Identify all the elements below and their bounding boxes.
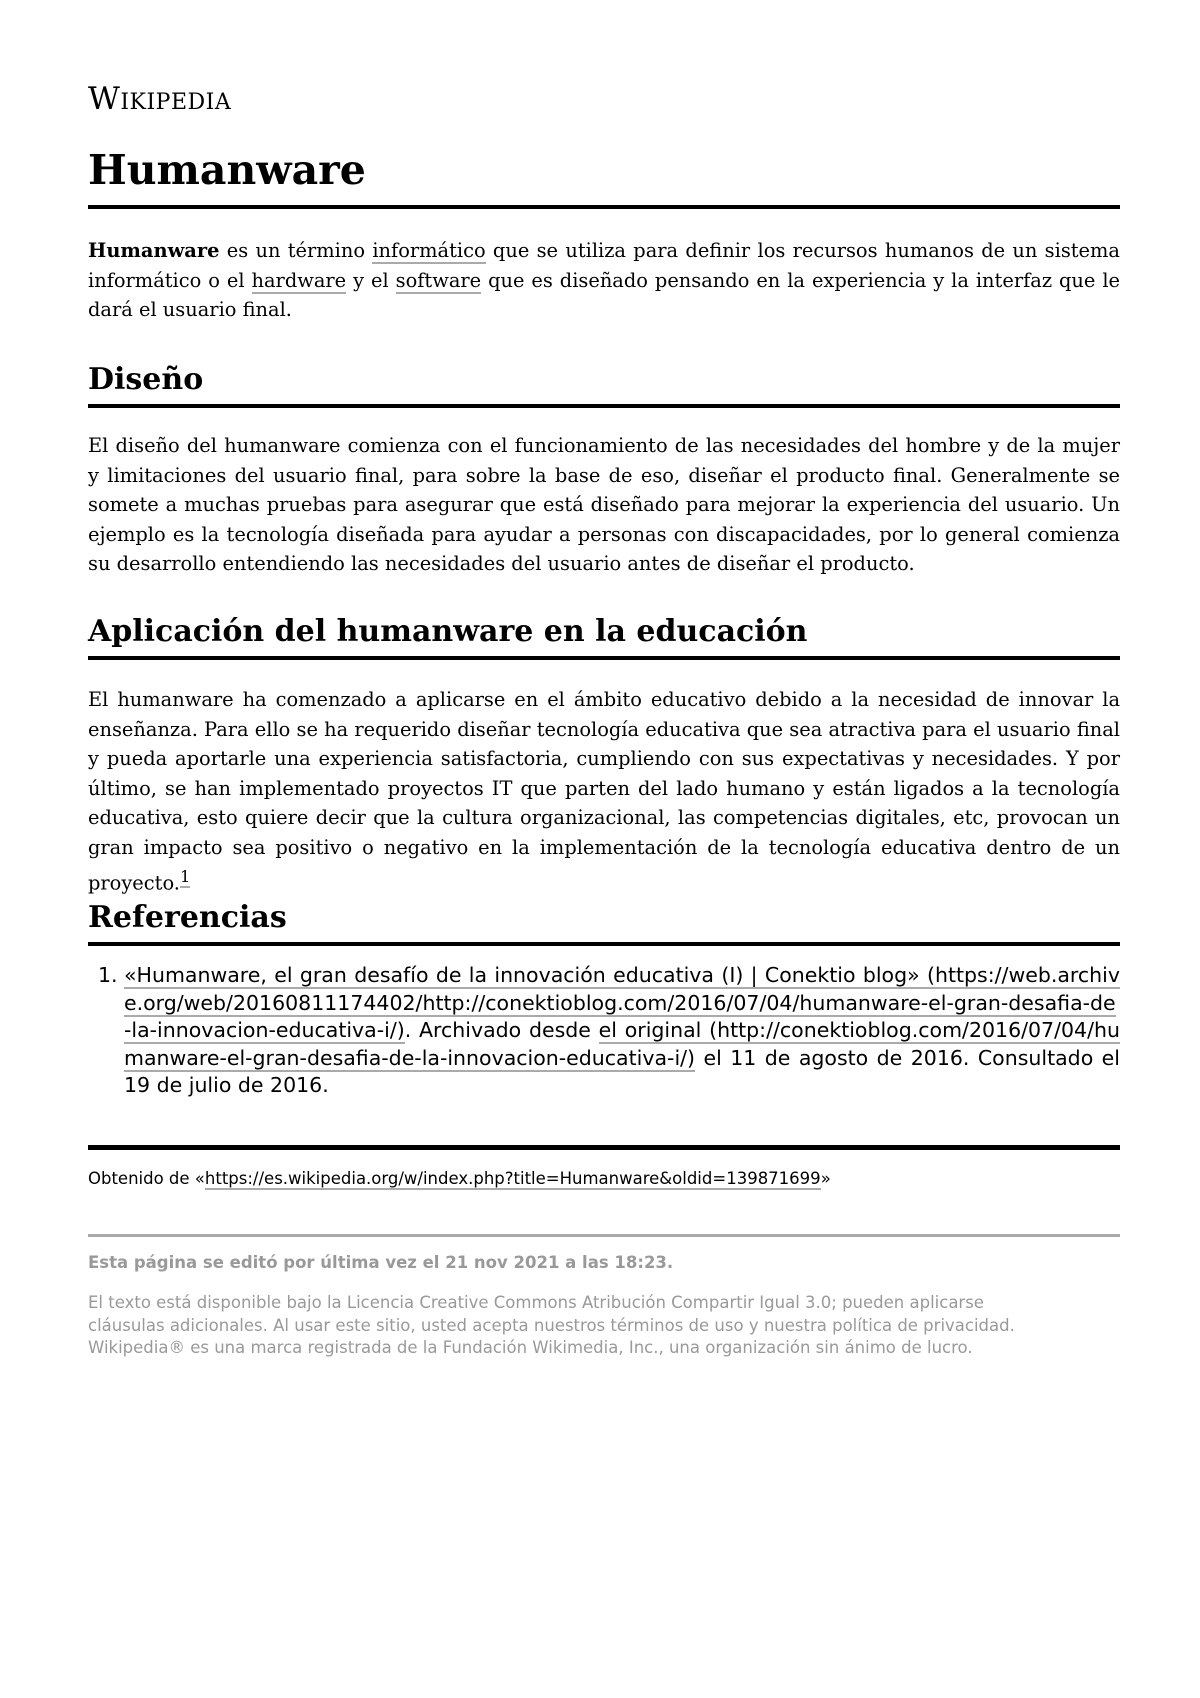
link-informatico[interactable]: informático <box>372 239 486 262</box>
link-software[interactable]: software <box>395 268 482 292</box>
intro-text-2: que se utiliza para definir los recursos humanos de un sistema informático o el <box>88 239 1120 292</box>
intro-paragraph <box>88 236 1120 325</box>
reference-archive-link[interactable]: «Humanware, el gran desafío de la innovación educativa (I) | Conektio blog» (https://web.archive.org/web/20160811174402/http://conektioblog.com/2016/07/04/humanware-el-gran-desafia-de-la-innovacion-educativa-i/) <box>124 963 1120 1042</box>
footer-divider <box>88 1234 1120 1237</box>
last-edited-notice: Esta página se editó por última vez el 21 nov 2021 a las 18:23. <box>88 1253 674 1272</box>
intro-bold-term: Humanware <box>88 239 220 262</box>
reference-text-2: el 11 de agosto de 2016. Consultado el 19 de julio de 2016. <box>124 1045 1120 1097</box>
wikipedia-wordmark[interactable] <box>88 81 232 117</box>
section-heading-aplicacion: Aplicación del humanware en la educación <box>88 614 1120 660</box>
reference-original-link[interactable]: el original (http://conektioblog.com/2016/07/04/humanware-el-gran-desafia-de-la-innovacion-educativa-i/) <box>124 1018 1120 1070</box>
wikipedia-logo-text: Wikipedia <box>88 81 232 117</box>
intro-text-3: y el <box>346 268 396 292</box>
license-notice <box>88 1292 1120 1360</box>
license-line-2: cláusulas adicionales. Al usar este sitio, usted acepta nuestros términos de uso y nuestra política de privacidad. <box>88 1315 1015 1335</box>
references-list <box>88 962 1120 1100</box>
section-heading-referencias: Referencias <box>88 900 1120 946</box>
aplicacion-text: El humanware ha comenzado a aplicarse en el ámbito educativo debido a la necesidad de innovar la enseñanza. Para ello se ha requerido diseñar tecnología educativa que sea atractiva para el usuario final y pueda aportarle una experiencia satisfactoria, cumpliendo con sus expectativas y necesidades. Y por último, se han implementado proyectos IT que parten del lado humano y están ligados a la tecnología educativa, esto quiere decir que la cultura organizacional, las competencias digitales, etc, provocan un gran impacto sea positivo o negativo en la implementación de la tecnología educativa dentro de un proyecto. <box>88 688 1120 895</box>
intro-text-4: que es diseñado pensando en la experiencia y la interfaz que le dará el usuario final. <box>88 268 1120 321</box>
license-line-1: El texto está disponible bajo la Licencia Creative Commons Atribución Compartir Igual 3.0; pueden aplicarse <box>88 1293 984 1312</box>
section-heading-diseno: Diseño <box>88 362 1120 408</box>
link-hardware[interactable]: hardware <box>251 268 347 292</box>
license-line-3: Wikipedia® es una marca registrada de la Fundación Wikimedia, Inc., una organización sin ánimo de lucro. <box>88 1338 973 1357</box>
page-title: Humanware <box>88 146 1120 209</box>
content-end-divider <box>88 1145 1120 1150</box>
retrieved-from-link[interactable]: https://es.wikipedia.org/w/index.php?title=Humanware&oldid=139871699 <box>204 1169 821 1188</box>
aplicacion-paragraph <box>88 685 1120 898</box>
retrieved-prefix: Obtenido de « <box>88 1169 205 1188</box>
intro-text-1: es un término <box>219 239 373 262</box>
footnote-1-link[interactable]: 1 <box>179 867 191 886</box>
retrieved-suffix: » <box>820 1169 831 1188</box>
reference-item <box>88 962 1120 1100</box>
reference-text-1: . Archivado desde <box>404 1018 599 1042</box>
retrieved-from-line <box>88 1167 1120 1191</box>
diseno-paragraph: El diseño del humanware comienza con el funcionamiento de las necesidades del hombre y de la mujer y limitaciones del usuario final, para sobre la base de eso, diseñar el producto final. Generalmente se somete a muchas pruebas para asegurar que está diseñado para mejorar la experiencia del usuario. Un ejemplo es la tecnología diseñada para ayudar a personas con discapacidades, por lo general comienza su desarrollo entendiendo las necesidades del usuario antes de diseñar el producto. <box>88 434 1120 575</box>
reference-number: 1. <box>98 963 118 987</box>
